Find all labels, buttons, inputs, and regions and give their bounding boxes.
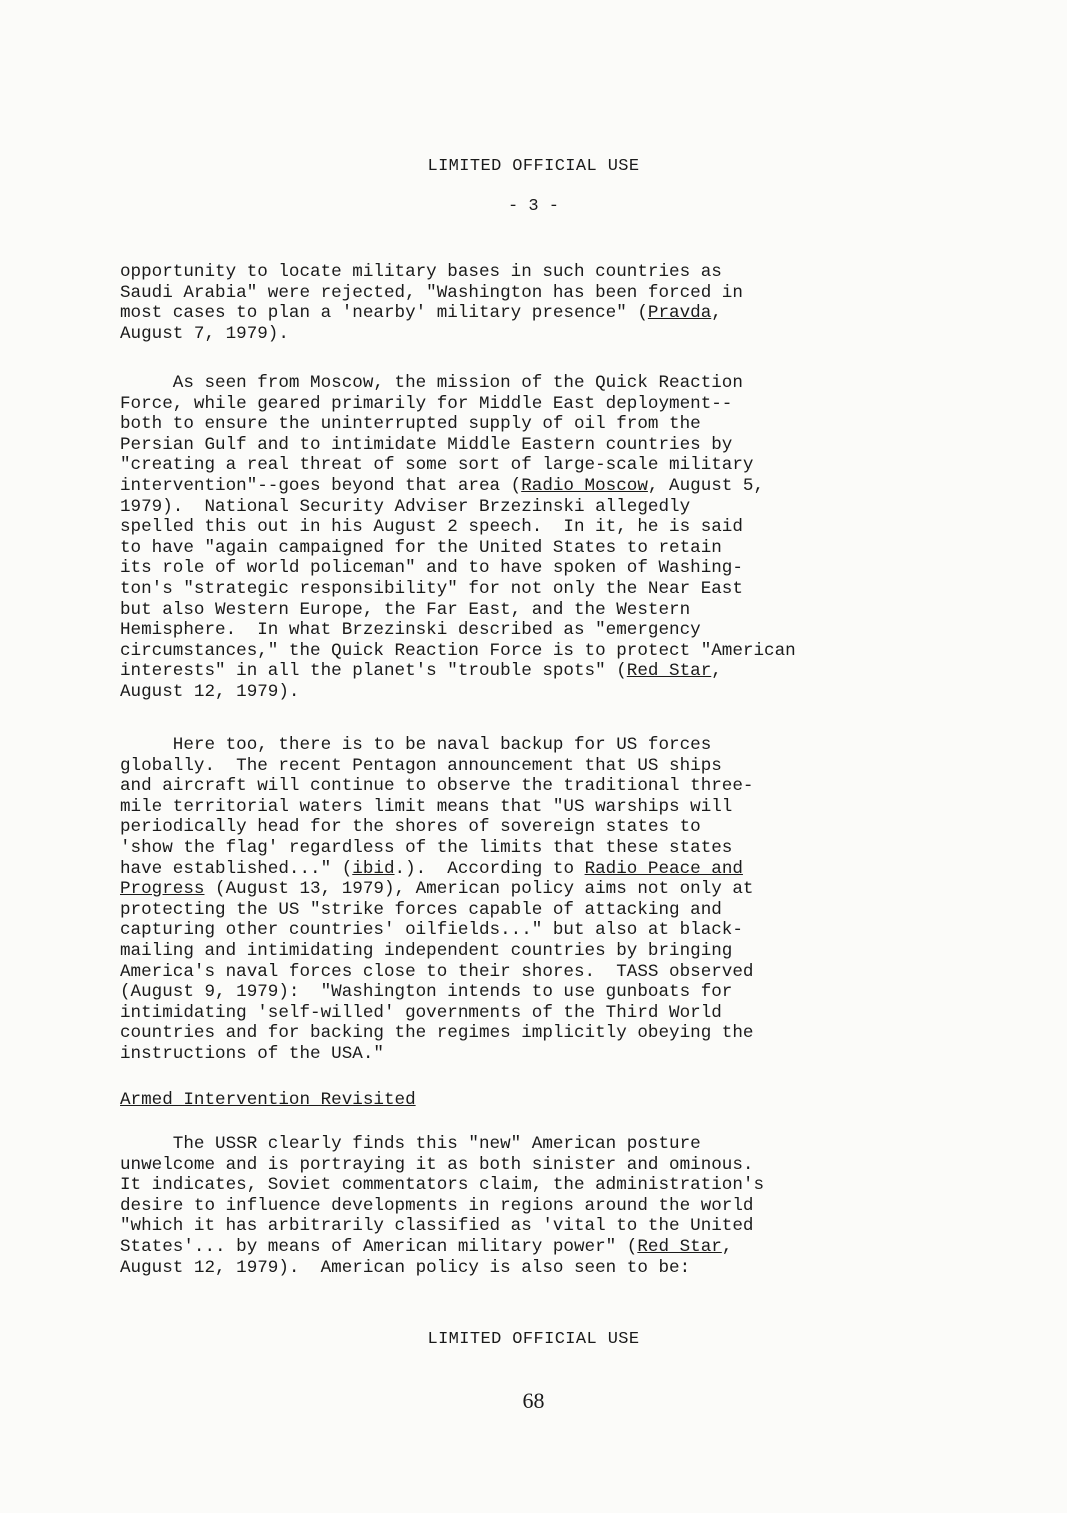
citation-radio-peace: Radio Peace and	[584, 858, 743, 879]
citation-red-star-2: Red Star	[637, 1236, 722, 1257]
paragraph-3: Here too, there is to be naval backup for US forces globally. The recent Pentagon announcement that US ships and aircraft will continue to observe the traditional three- mile territorial waters limit means that "US warships will periodically head for the shores of sovereign states to 'show the flag' regardless of the limits that these states have established..." (ibid.). According to Radio Peace and Progress (August 13, 1979), American policy aims not only at protecting the US "strike forces capable of attacking and capturing other countries' oilfields..." but also at black- mailing and intimidating independent countries by bringing America's naval forces close to their shores. TASS observed (August 9, 1979): "Washington intends to use gunboats for intimidating 'self-willed' governments of the Third World countries and for backing the regimes implicitly obeying the instructions of the USA."	[120, 735, 754, 1064]
folio-number: 68	[522, 1388, 545, 1413]
citation-ibid: ibid	[352, 858, 395, 879]
section-subheading: Armed Intervention Revisited	[120, 1090, 416, 1110]
classification-header: LIMITED OFFICIAL USE	[427, 157, 640, 176]
paragraph-4: The USSR clearly finds this "new" American posture unwelcome and is portraying it as both sinister and ominous. It indicates, Soviet commentators claim, the administration's desire to influence developments in regions around the world "which it has arbitrarily classified as 'vital to the United States'... by means of American military power" (Red Star, August 12, 1979). American policy is also seen to be:	[120, 1134, 765, 1278]
citation-radio-moscow: Radio Moscow	[521, 475, 648, 496]
citation-red-star: Red Star	[626, 661, 712, 682]
paragraph-2: As seen from Moscow, the mission of the Quick Reaction Force, while geared primarily for Middle East deployment-- both to ensure the uninterrupted supply of oil from the Persian Gulf and to intimidate Middle Eastern countries by "creating a real threat of some sort of large-scale military intervention"--goes beyond that area (Radio Moscow, August 5, 1979). National Security Adviser Brzezinski allegedly spelled this out in his August 2 speech. In it, he is said to have "again campaigned for the United States to retain its role of world policeman" and to have spoken of Washing- ton's "strategic responsibility" for not only the Near East but also Western Europe, the Far East, and the Western Hemisphere. In what Brzezinski described as "emergency circumstances," the Quick Reaction Force is to protect "American interests" in all the planet's "trouble spots" (Red Star, August 12, 1979).	[120, 373, 796, 702]
paragraph-1: opportunity to locate military bases in such countries as Saudi Arabia" were rejected, "Washington has been forced in most cases to plan a 'nearby' military presence" (Pravda, August 7, 1979).	[120, 262, 743, 344]
citation-radio-progress: Progress	[120, 879, 205, 900]
citation-pravda: Pravda	[647, 303, 712, 324]
classification-footer: LIMITED OFFICIAL USE	[427, 1330, 640, 1349]
page-number-label: - 3 -	[507, 197, 559, 216]
